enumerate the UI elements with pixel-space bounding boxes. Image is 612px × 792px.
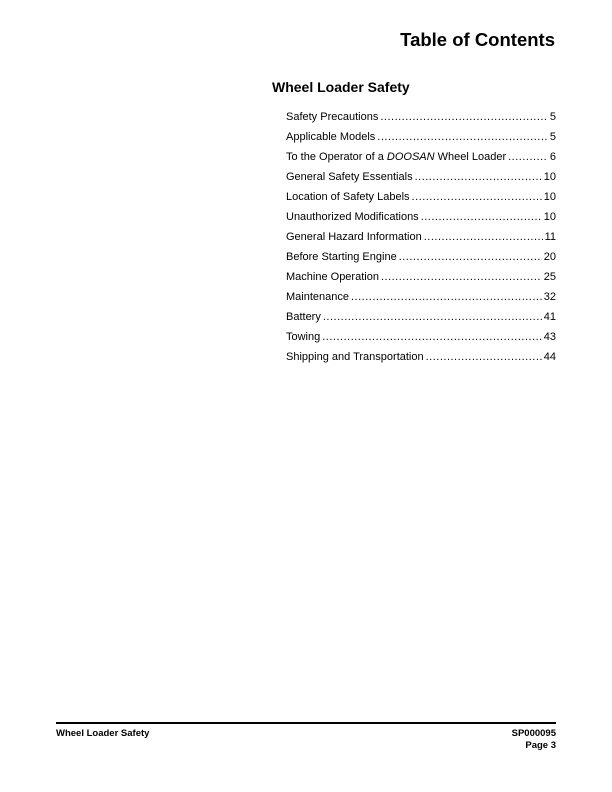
brand-name: DOOSAN xyxy=(386,151,435,163)
toc-entry-label-before: To the Operator of a xyxy=(286,151,387,163)
toc-entry-page: 11 xyxy=(544,231,556,243)
toc-entry-label: Towing xyxy=(286,331,321,343)
toc-entry-shipping-and-transportation[interactable] xyxy=(286,347,556,367)
toc-dot-leader xyxy=(421,207,542,227)
toc-entry-page: 43 xyxy=(543,331,556,343)
toc-entry-location-of-safety-labels[interactable] xyxy=(286,187,556,207)
toc-entry-safety-precautions[interactable] xyxy=(286,107,556,127)
toc-dot-leader xyxy=(415,167,542,187)
table-of-contents xyxy=(286,107,556,367)
footer-doc-number: SP000095 xyxy=(511,728,556,739)
toc-dot-leader xyxy=(426,347,542,367)
toc-entry-machine-operation[interactable] xyxy=(286,267,556,287)
section-title: Wheel Loader Safety xyxy=(272,79,410,95)
toc-entry-page: 32 xyxy=(543,291,556,303)
toc-entry-label: Before Starting Engine xyxy=(286,251,397,263)
toc-entry-page: 41 xyxy=(543,311,556,323)
toc-entry-general-safety-essentials[interactable] xyxy=(286,167,556,187)
toc-entry-label: Machine Operation xyxy=(286,271,379,283)
toc-entry-battery[interactable] xyxy=(286,307,556,327)
toc-entry-page: 20 xyxy=(543,251,556,263)
toc-entry-label: General Safety Essentials xyxy=(286,171,413,183)
toc-entry-maintenance[interactable] xyxy=(286,287,556,307)
toc-entry-label-after: Wheel Loader xyxy=(434,151,507,163)
footer-divider xyxy=(56,722,556,724)
toc-dot-leader xyxy=(377,127,548,147)
toc-dot-leader xyxy=(399,247,542,267)
footer-section-name: Wheel Loader Safety xyxy=(56,728,150,739)
toc-entry-label: Maintenance xyxy=(286,291,349,303)
toc-entry-page: 44 xyxy=(543,351,556,363)
toc-dot-leader xyxy=(424,227,543,247)
toc-entry-page: 10 xyxy=(543,191,556,203)
toc-entry-unauthorized-modifications[interactable] xyxy=(286,207,556,227)
toc-entry-applicable-models[interactable] xyxy=(286,127,556,147)
toc-entry-label: Unauthorized Modifications xyxy=(286,211,419,223)
page-title: Table of Contents xyxy=(400,29,555,50)
toc-entry-before-starting-engine[interactable] xyxy=(286,247,556,267)
toc-entry-page: 10 xyxy=(543,171,556,183)
toc-entry-label: Shipping and Transportation xyxy=(286,351,424,363)
toc-entry-label xyxy=(286,147,508,167)
toc-entry-page: 5 xyxy=(549,131,556,143)
toc-dot-leader xyxy=(381,267,542,287)
toc-entry-page: 6 xyxy=(549,151,556,163)
toc-entry-label: General Hazard Information xyxy=(286,231,422,243)
toc-dot-leader xyxy=(412,187,542,207)
toc-dot-leader xyxy=(508,147,548,167)
toc-entry-general-hazard-information[interactable] xyxy=(286,227,556,247)
toc-entry-page: 10 xyxy=(543,211,556,223)
toc-entry-page: 5 xyxy=(549,111,556,123)
toc-entry-page: 25 xyxy=(543,271,556,283)
footer-page-number: Page 3 xyxy=(525,740,556,751)
toc-entry-label: Applicable Models xyxy=(286,131,376,143)
toc-dot-leader xyxy=(323,307,542,327)
footer-doc-info xyxy=(512,728,556,752)
toc-dot-leader xyxy=(322,327,542,347)
toc-dot-leader xyxy=(351,287,542,307)
toc-entry-label: Safety Precautions xyxy=(286,111,379,123)
toc-entry-to-the-operator[interactable] xyxy=(286,147,556,167)
toc-dot-leader xyxy=(380,107,548,127)
toc-entry-label: Location of Safety Labels xyxy=(286,191,410,203)
toc-entry-label: Battery xyxy=(286,311,321,323)
toc-entry-towing[interactable] xyxy=(286,327,556,347)
